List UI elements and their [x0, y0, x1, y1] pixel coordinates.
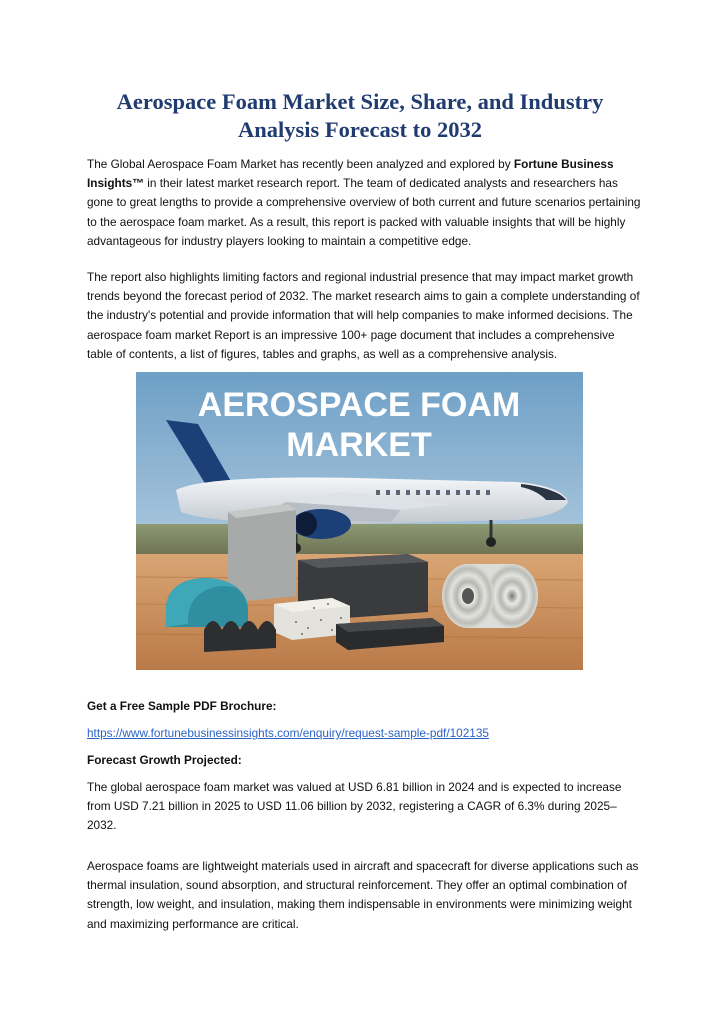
publisher-name: Fortune Business Insights™ [87, 157, 614, 191]
intro-text-start: The Global Aerospace Foam Market has recently been analyzed and explored by [87, 157, 514, 171]
airfield-ground [136, 524, 583, 554]
forecast-paragraph: The global aerospace foam market was valued at USD 6.81 billion in 2024 and is expected to increase from USD 7.21 billion in 2025 to USD 11.06 billion by 2032, registering a CAGR of 6.3% during 2025–2032. [87, 780, 622, 833]
hero-image [136, 372, 583, 670]
hero-headline-line-2: MARKET [286, 426, 432, 464]
page-title [60, 88, 660, 144]
forecast-heading: Forecast Growth Projected: [87, 753, 242, 767]
definition-paragraph: Aerospace foams are lightweight materials used in aircraft and spacecraft for diverse applications such as thermal insulation, sound absorption, and structural reinforcement. They offer an optimal combination of strength, low weight, and insulation, making them indispensable in environments were minimizing weight and maximizing performance are critical. [87, 859, 639, 931]
brochure-heading: Get a Free Sample PDF Brochure: [87, 699, 277, 713]
report-paragraph: The report also highlights limiting factors and regional industrial presence that may impact market growth trends beyond the forecast period of 2032. The market research aims to gain a complete understanding of the industry's potential and provide information that will help companies to make informed decisions. The aerospace foam market Report is an impressive 100+ page document that includes a comprehensive table of contents, a list of figures, tables and graphs, as well as a comprehensive analysis. [87, 270, 640, 361]
intro-paragraph [87, 155, 643, 251]
title-line-1: Aerospace Foam Market Size, Share, and Industry [116, 89, 604, 114]
sample-pdf-link[interactable]: https://www.fortunebusinessinsights.com/enquiry/request-sample-pdf/102135 [87, 726, 489, 740]
intro-text-end: in their latest market research report. The team of dedicated analysts and researchers has gone to great lengths to provide a comprehensive overview of both current and future scenarios pertaining to the aerospace foam market. As a result, this report is packed with valuable insights that will be highly advantageous for industry players looking to maintain a competitive edge. [87, 176, 641, 248]
title-line-2: Analysis Forecast to 2032 [238, 117, 482, 142]
hero-headline-line-1: AEROSPACE FOAM [197, 386, 521, 424]
